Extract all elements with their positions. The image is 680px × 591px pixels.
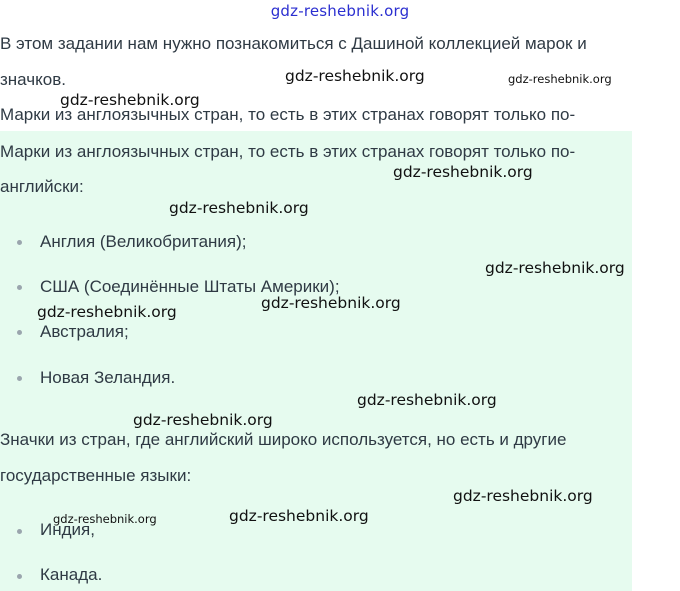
intro-line-1: В этом задании нам нужно познакомиться с Дашиной коллекцией марок и bbox=[0, 34, 587, 53]
badge-country-item: Индия, bbox=[40, 520, 95, 539]
list-bullet bbox=[17, 240, 22, 245]
list-bullet bbox=[17, 574, 22, 579]
watermark-text: gdz-reshebnik.org bbox=[37, 303, 177, 321]
watermark-text: gdz-reshebnik.org bbox=[261, 294, 401, 312]
header-watermark: gdz-reshebnik.org bbox=[270, 2, 410, 20]
watermark-text: gdz-reshebnik.org bbox=[53, 512, 157, 526]
badges-heading-line-2: государственные языки: bbox=[0, 466, 192, 485]
stamp-country-item: Англия (Великобритания); bbox=[40, 232, 247, 251]
stamp-country-item: Новая Зеландия. bbox=[40, 368, 176, 387]
stamp-country-item: США (Соединённые Штаты Америки); bbox=[40, 277, 340, 296]
stamps-heading-line-1: Марки из англоязычных стран, то есть в этих странах говорят только по- bbox=[0, 142, 576, 161]
stamp-country-item: Австралия; bbox=[40, 322, 129, 341]
watermark-text: gdz-reshebnik.org bbox=[393, 163, 533, 181]
watermark-text: gdz-reshebnik.org bbox=[485, 259, 625, 277]
stamps-heading-line-2: английски: bbox=[0, 177, 84, 196]
badge-country-item: Канада. bbox=[40, 565, 103, 584]
watermark-text: gdz-reshebnik.org bbox=[508, 72, 612, 86]
list-bullet bbox=[17, 285, 22, 290]
list-bullet bbox=[17, 330, 22, 335]
intro-line-2: значков. bbox=[0, 70, 66, 89]
watermark-text: gdz-reshebnik.org bbox=[285, 67, 425, 85]
watermark-text: gdz-reshebnik.org bbox=[357, 391, 497, 409]
watermark-text: gdz-reshebnik.org bbox=[453, 487, 593, 505]
watermark-text: gdz-reshebnik.org bbox=[60, 91, 200, 109]
watermark-text: gdz-reshebnik.org bbox=[169, 199, 309, 217]
intro-preview-line: Марки из англоязычных стран, то есть в этих странах говорят только по- bbox=[0, 105, 576, 124]
list-bullet bbox=[17, 529, 22, 534]
badges-heading-line-1: Значки из стран, где английский широко используется, но есть и другие bbox=[0, 430, 567, 449]
watermark-text: gdz-reshebnik.org bbox=[133, 411, 273, 429]
list-bullet bbox=[17, 376, 22, 381]
watermark-text: gdz-reshebnik.org bbox=[229, 507, 369, 525]
